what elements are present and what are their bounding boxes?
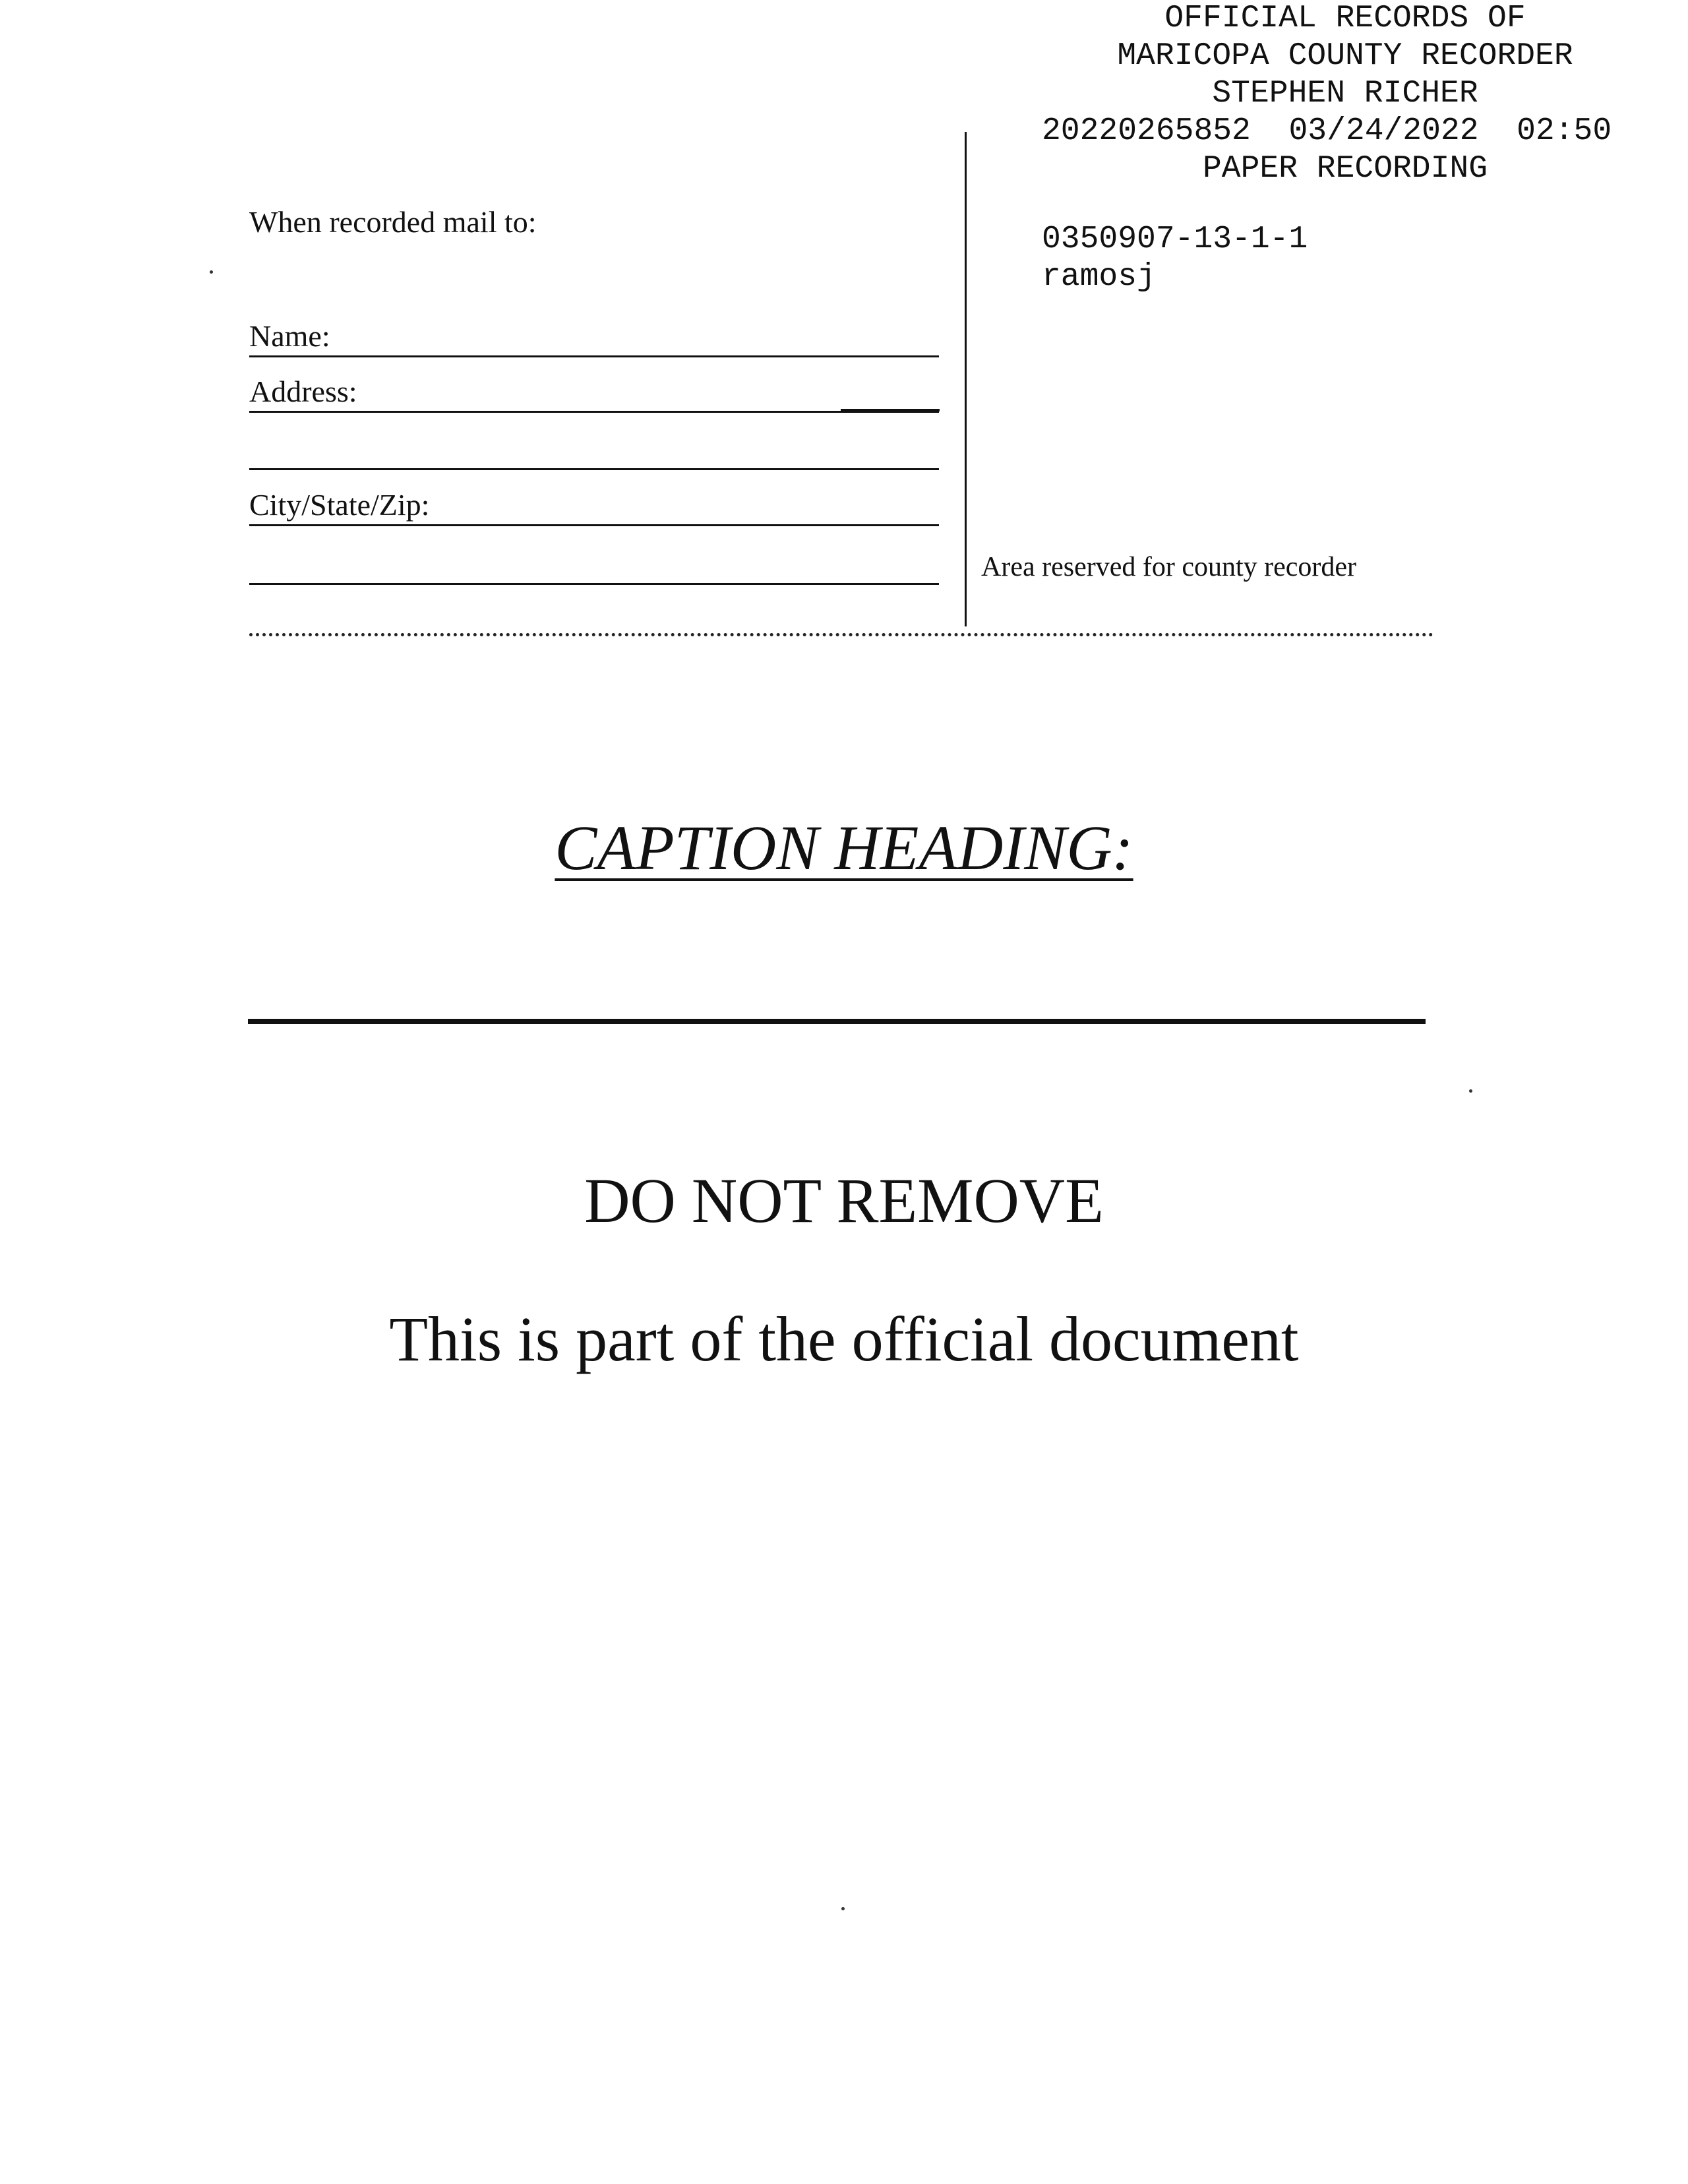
official-document-notice: This is part of the official document xyxy=(389,1304,1299,1374)
city-state-zip-line xyxy=(249,524,939,526)
stamp-record-line xyxy=(1029,113,1662,150)
scan-speck xyxy=(1469,1089,1472,1093)
name-field xyxy=(249,320,939,357)
scan-speck xyxy=(841,1907,845,1910)
city-state-zip-label: City/State/Zip: xyxy=(249,488,430,522)
stamp-line-official-records: OFFICIAL RECORDS OF xyxy=(1164,1,1526,36)
stamp-gap xyxy=(1029,188,1662,221)
city-state-zip-field xyxy=(249,489,939,526)
stamp-record-number: 20220265852 xyxy=(1042,113,1251,149)
address-line-extra xyxy=(841,409,940,411)
scan-speck xyxy=(210,270,213,274)
name-label: Name: xyxy=(249,319,330,353)
stamp-line-paper-recording: PAPER RECORDING xyxy=(1202,151,1488,187)
stamp-clerk-id: ramosj xyxy=(1042,259,1156,295)
caption-rule xyxy=(248,1019,1426,1024)
caption-heading xyxy=(0,811,1688,884)
stamp-line-county-recorder: MARICOPA COUNTY RECORDER xyxy=(1117,38,1573,74)
address-label: Address: xyxy=(249,375,357,408)
address-field xyxy=(249,376,939,413)
reserved-area-note: Area reserved for county recorder xyxy=(981,552,1357,582)
stamp-record-time: 02:50 xyxy=(1517,113,1612,149)
recorder-stamp xyxy=(1029,0,1662,296)
stamp-reference-code: 0350907-13-1-1 xyxy=(1042,222,1308,257)
city-state-zip-line-2 xyxy=(249,583,939,585)
mail-to-title: When recorded mail to: xyxy=(249,205,537,239)
name-line xyxy=(249,355,939,357)
dotted-separator xyxy=(249,633,1433,636)
address-line-2 xyxy=(249,468,939,470)
stamp-line-recorder-name: STEPHEN RICHER xyxy=(1212,76,1478,111)
vertical-divider xyxy=(965,132,967,626)
address-line xyxy=(249,411,939,413)
do-not-remove-notice: DO NOT REMOVE xyxy=(584,1165,1104,1236)
caption-heading-text: CAPTION HEADING: xyxy=(555,812,1133,883)
stamp-record-date: 03/24/2022 xyxy=(1288,113,1479,149)
